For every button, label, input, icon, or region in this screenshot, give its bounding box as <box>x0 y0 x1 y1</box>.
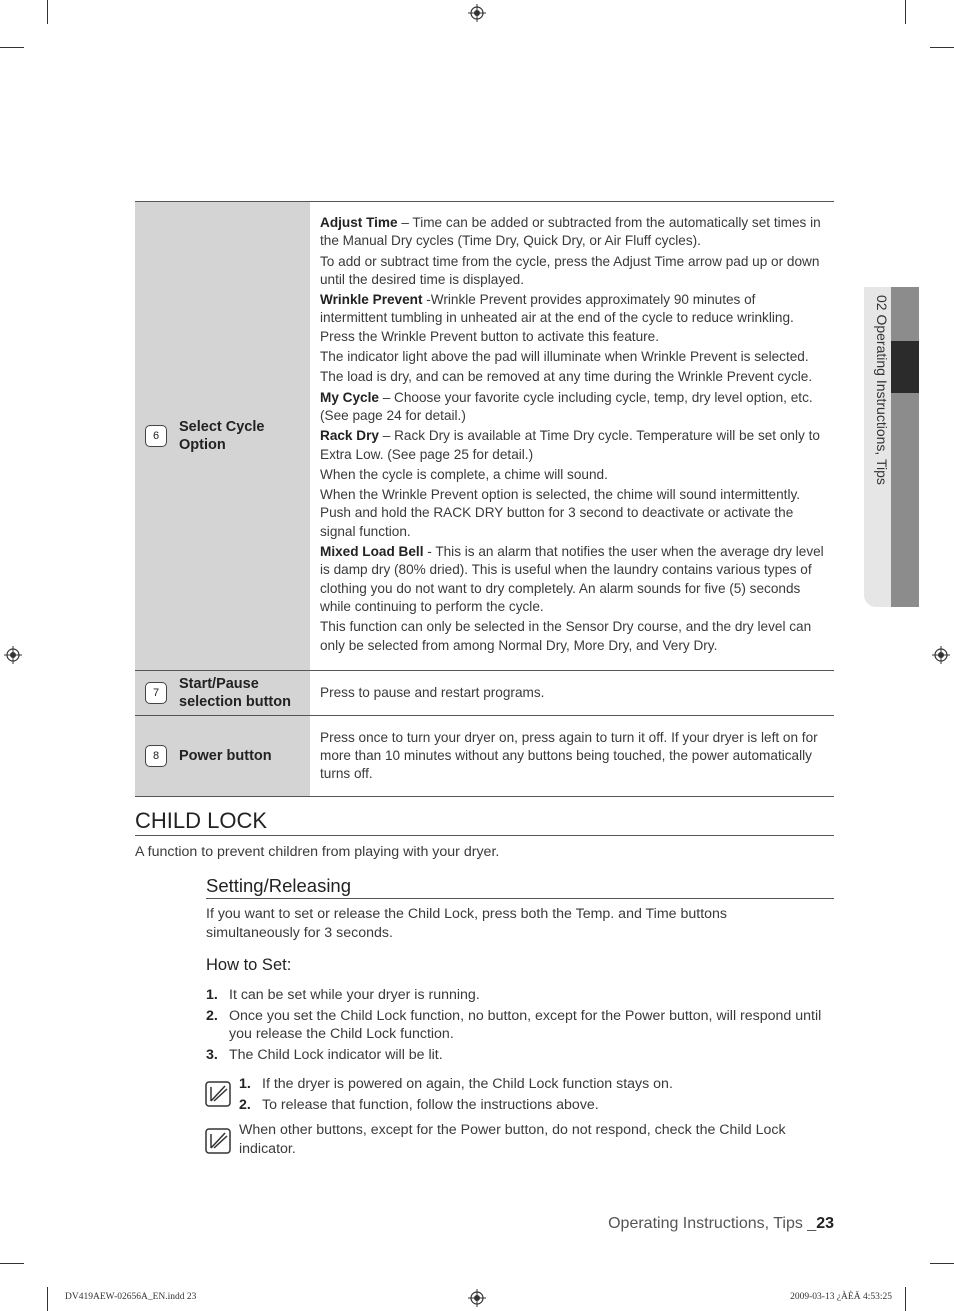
section-title: CHILD LOCK <box>135 808 834 836</box>
how-to-title: How to Set: <box>206 956 292 974</box>
row-description <box>310 671 834 715</box>
date-slug: 2009-03-13 ¿ÀÈÄ 4:53:25 <box>790 1292 892 1302</box>
paragraph: To add or subtract time from the cycle, press the Adjust Time arrow pad up or down until the desired time is displayed. <box>320 253 820 287</box>
note-icon <box>205 1128 231 1154</box>
paragraph: Press once to turn your dryer on, press again to turn it off. If your dryer is left on for more than 10 minutes without any buttons being touched, the power automatically turns off. <box>320 729 818 782</box>
registration-mark-bottom <box>468 1289 486 1307</box>
list-item: 2. Once you set the Child Lock function, no button, except for the Power button, will respond until you release the Child Lock function. <box>206 1007 822 1042</box>
control-panel-table <box>135 201 834 797</box>
row-label: Start/Pause selection button <box>179 676 291 710</box>
page-footer <box>608 1215 834 1233</box>
paragraph: When the cycle is complete, a chime will sound. <box>320 466 608 482</box>
row-label-cell <box>135 671 310 715</box>
paragraph: This function can only be selected in the Sensor Dry course, and the dry level can only be selected from among Normal Dry, More Dry, and Very Dry. <box>320 619 812 653</box>
footer-section: Operating Instructions, Tips _ <box>608 1215 817 1232</box>
list-item: 2. To release that function, follow the instructions above. <box>239 1096 599 1113</box>
row-number-badge: 6 <box>145 425 167 447</box>
file-slug: DV419AEW-02656A_EN.indd 23 <box>65 1292 197 1302</box>
table-row <box>135 671 834 716</box>
list-item: 1. It can be set while your dryer is running. <box>206 987 480 1003</box>
paragraph: Adjust Time – Time can be added or subtracted from the automatically set times in the Manual Dry cycles (Time Dry, Quick Dry, or Air Fluff cycles). <box>320 215 821 249</box>
row-label: Power button <box>179 748 272 764</box>
registration-mark-right <box>932 646 950 664</box>
registration-mark-left <box>4 646 22 664</box>
note-text: When other buttons, except for the Power button, do not respond, check the Child Lock indicator. <box>239 1122 786 1157</box>
row-label-cell <box>135 716 310 796</box>
section-intro: A function to prevent children from playing with your dryer. <box>135 844 500 860</box>
chapter-tab-label: 02 Operating Instructions, Tips <box>874 295 890 485</box>
table-row <box>135 202 834 671</box>
paragraph: My Cycle – Choose your favorite cycle including cycle, temp, dry level option, etc. (See page 24 for detail.) <box>320 389 813 423</box>
row-description <box>310 716 834 796</box>
paragraph: Press to pause and restart programs. <box>320 684 545 700</box>
paragraph: The load is dry, and can be removed at any time during the Wrinkle Prevent cycle. <box>320 369 813 385</box>
paragraph: Mixed Load Bell - This is an alarm that notifies the user when the average dry level is damp dry (80% dried). This is useful when the laundry contains various types of clothing you do not want to dry completely. An alarm sounds for five (5) seconds while continuing to perform the cycle. <box>320 544 824 614</box>
paragraph: Rack Dry – Rack Dry is available at Time Dry cycle. Temperature will be set only to Extra Low. (See page 25 for detail.) <box>320 428 820 462</box>
subsection-title: Setting/Releasing <box>206 875 834 899</box>
row-number-badge: 8 <box>145 745 167 767</box>
table-row <box>135 716 834 797</box>
registration-mark-top <box>468 4 486 22</box>
row-label-cell <box>135 202 310 670</box>
row-description <box>310 202 834 670</box>
chapter-tab <box>864 287 919 607</box>
row-number-badge: 7 <box>145 682 167 704</box>
paragraph: When the Wrinkle Prevent option is selected, the chime will sound intermittently. Push and hold the RACK DRY button for 3 second to deactivate or activate the signal function. <box>320 487 801 539</box>
paragraph: Wrinkle Prevent -Wrinkle Prevent provides approximately 90 minutes of intermittent tumbling in unheated air at the end of the cycle to reduce wrinkling. Press the Wrinkle Prevent button to activate this feature. <box>320 292 794 344</box>
note-icon <box>205 1081 231 1107</box>
note-list <box>239 1075 834 1116</box>
page-number: 23 <box>816 1215 834 1232</box>
list-item: 1. If the dryer is powered on again, the Child Lock function stays on. <box>239 1076 673 1092</box>
paragraph: The indicator light above the pad will illuminate when Wrinkle Prevent is selected. <box>320 349 809 365</box>
steps-list <box>206 986 834 1066</box>
row-label: Select Cycle Option <box>179 419 265 453</box>
subsection-text: If you want to set or release the Child Lock, press both the Temp. and Time buttons simultaneously for 3 seconds. <box>206 906 728 941</box>
list-item: 3. The Child Lock indicator will be lit. <box>206 1046 443 1063</box>
